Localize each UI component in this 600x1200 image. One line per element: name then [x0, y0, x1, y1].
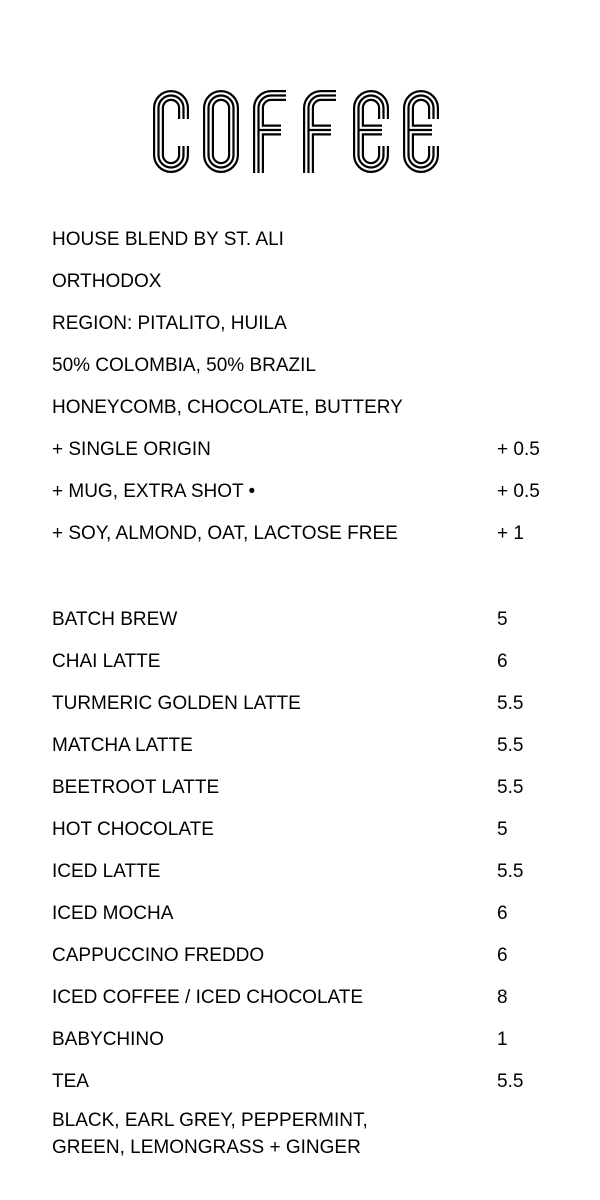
item-name: CHAI LATTE — [52, 651, 161, 672]
menu-item-row — [52, 683, 600, 725]
blend-info-line — [52, 387, 600, 429]
blend-info-text: ORTHODOX — [52, 271, 162, 292]
item-price: 6 — [497, 903, 508, 924]
tea-varieties-note — [52, 1107, 600, 1161]
blend-info-text: 50% COLOMBIA, 50% BRAZIL — [52, 355, 316, 376]
modifier-row — [52, 513, 600, 555]
blend-info-line — [52, 303, 600, 345]
menu-item-row — [52, 641, 600, 683]
modifier-label: + SINGLE ORIGIN — [52, 439, 211, 460]
menu-item-row — [52, 893, 600, 935]
menu-item-row — [52, 725, 600, 767]
item-name: MATCHA LATTE — [52, 735, 193, 756]
page-title — [153, 90, 439, 173]
item-price: 5.5 — [497, 735, 524, 756]
item-price: 8 — [497, 987, 508, 1008]
item-name: ICED LATTE — [52, 861, 161, 882]
modifier-label: + SOY, ALMOND, OAT, LACTOSE FREE — [52, 523, 398, 544]
blend-info-text: HONEYCOMB, CHOCOLATE, BUTTERY — [52, 397, 403, 418]
item-name: BEETROOT LATTE — [52, 777, 220, 798]
menu-item-row — [52, 977, 600, 1019]
modifier-row — [52, 471, 600, 513]
modifier-label: + MUG, EXTRA SHOT • — [52, 481, 256, 502]
tea-note-line: BLACK, EARL GREY, PEPPERMINT, — [52, 1110, 368, 1131]
blend-info-text: REGION: PITALITO, HUILA — [52, 313, 287, 334]
menu-item-row — [52, 1019, 600, 1061]
blend-info-line — [52, 345, 600, 387]
item-price: 5 — [497, 819, 508, 840]
modifier-price: + 0.5 — [497, 439, 540, 460]
tea-note-line: GREEN, LEMONGRASS + GINGER — [52, 1137, 361, 1158]
menu-item-row — [52, 851, 600, 893]
item-price: 1 — [497, 1029, 508, 1050]
blend-info-text: HOUSE BLEND BY ST. ALI — [52, 229, 284, 250]
item-name: TEA — [52, 1071, 89, 1092]
menu-item-row — [52, 1061, 600, 1103]
item-name: ICED COFFEE / ICED CHOCOLATE — [52, 987, 364, 1008]
item-price: 5.5 — [497, 861, 524, 882]
item-price: 6 — [497, 651, 508, 672]
menu-body — [52, 219, 600, 1161]
item-name: BATCH BREW — [52, 609, 178, 630]
section-gap — [52, 555, 600, 599]
menu-item-row — [52, 599, 600, 641]
item-price: 6 — [497, 945, 508, 966]
modifier-price: + 1 — [497, 523, 524, 544]
modifier-price: + 0.5 — [497, 481, 540, 502]
coffee-title-lettering — [153, 90, 439, 173]
item-price: 5.5 — [497, 1071, 524, 1092]
blend-info-line — [52, 261, 600, 303]
item-name: BABYCHINO — [52, 1029, 164, 1050]
menu-item-row — [52, 767, 600, 809]
item-name: HOT CHOCOLATE — [52, 819, 214, 840]
item-price: 5 — [497, 609, 508, 630]
menu-item-row — [52, 935, 600, 977]
item-name: ICED MOCHA — [52, 903, 174, 924]
item-price: 5.5 — [497, 693, 524, 714]
blend-info-line — [52, 219, 600, 261]
item-name: CAPPUCCINO FREDDO — [52, 945, 265, 966]
item-name: TURMERIC GOLDEN LATTE — [52, 693, 301, 714]
menu-item-row — [52, 809, 600, 851]
item-price: 5.5 — [497, 777, 524, 798]
modifier-row — [52, 429, 600, 471]
